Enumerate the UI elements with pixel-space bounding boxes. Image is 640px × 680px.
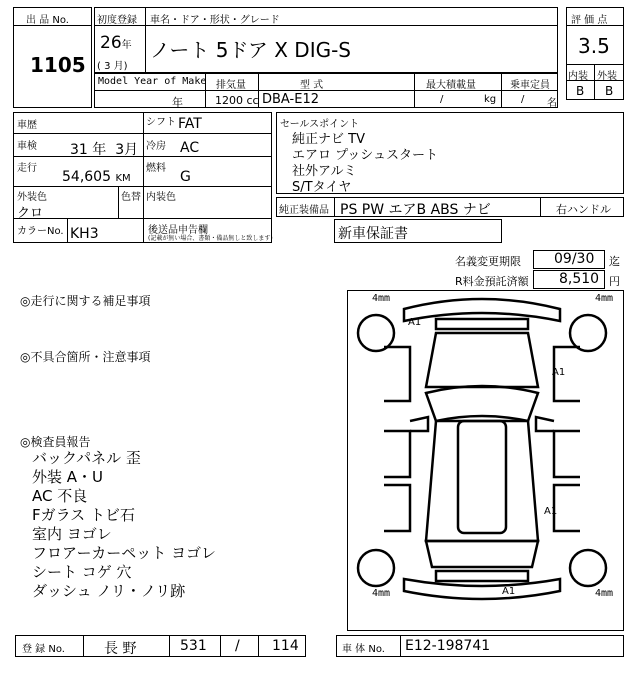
score-label: 評 価 点	[571, 15, 608, 26]
mirror-right	[536, 417, 554, 431]
exterior-grade: B	[605, 84, 614, 98]
tailgate	[426, 541, 538, 567]
wheel-rear-right	[570, 550, 606, 586]
reg-class: 531	[180, 638, 207, 654]
defects-title: ◎不具合箇所・注意事項	[20, 350, 151, 364]
chassis-number: E12-198741	[405, 638, 491, 654]
damage-a1: A1	[502, 586, 516, 597]
first-reg-year-value: 26	[100, 33, 122, 53]
model-year-label: Model Year of Make	[98, 76, 207, 87]
front-bumper	[404, 299, 560, 321]
displacement-unit: cc	[246, 94, 259, 107]
car-diagram	[347, 290, 624, 631]
history-label: 車歴	[17, 120, 37, 131]
fuel-label: 燃料	[146, 163, 166, 174]
mileage-label: 走行	[17, 163, 37, 174]
mirror-left	[410, 417, 428, 431]
rear-strip	[436, 571, 528, 581]
equipment-label: 純正装備品	[279, 205, 329, 216]
name-change-value: 09/30	[554, 251, 595, 267]
ac-label: 冷房	[146, 141, 166, 152]
front-strip	[436, 319, 528, 329]
reg-number: 114	[272, 638, 299, 654]
max-load-slash: /	[440, 94, 444, 105]
damage-a1: A1	[552, 367, 566, 378]
spec-year-unit: 年	[172, 96, 183, 109]
displacement	[215, 94, 259, 107]
inspector-item: AC 不良	[32, 487, 88, 505]
inspection-label: 車検	[17, 141, 37, 152]
inspection-date	[70, 139, 138, 159]
type-value: DBA-E12	[262, 92, 319, 107]
windshield	[426, 386, 538, 421]
displacement-label: 排気量	[216, 80, 246, 91]
mileage-unit: KM	[115, 173, 131, 184]
score-value: 3.5	[578, 34, 610, 58]
car-diagram-svg	[348, 291, 623, 630]
reg-slash: /	[235, 638, 240, 654]
car-name: ノート 5ドア X DIG-S	[150, 38, 352, 62]
inspection-year-unit: 年	[92, 142, 107, 158]
inspection-month: 3	[115, 142, 125, 158]
aftermarket-note: (記載が無い場合、書類・備品無しと致します)	[148, 235, 273, 242]
first-reg-month-value: 3	[104, 61, 111, 72]
fuel-value: G	[180, 169, 191, 185]
aftermarket-label: 後送品申告欄	[148, 225, 208, 236]
inspector-item: Fガラス トビ石	[32, 506, 135, 524]
handle-value: 右ハンドル	[556, 203, 611, 216]
inspector-item: バックパネル 歪	[32, 449, 141, 467]
car-name-label: 車名・ドア・形状・グレード	[150, 15, 280, 26]
displacement-value: 1200	[215, 94, 243, 107]
inspector-item: 外装 A・U	[32, 468, 104, 486]
capacity-label: 乗車定員	[510, 80, 550, 91]
inspection-month-unit: 月	[124, 142, 139, 158]
inspector-item: シート コゲ 穴	[32, 563, 132, 581]
wheel-front-left	[358, 315, 394, 351]
sales-points-label: セールスポイント	[280, 119, 360, 130]
capacity-unit: 名	[547, 98, 557, 109]
mark-4mm: 4mm	[372, 588, 391, 599]
wheel-rear-left	[358, 550, 394, 586]
damage-a1: A1	[408, 317, 422, 328]
mileage-value: 54,605	[62, 169, 111, 185]
capacity-slash: /	[521, 94, 525, 105]
sales-point-item: 純正ナビ TV	[292, 132, 365, 147]
shift-label: シフト	[146, 117, 176, 128]
first-reg-month: ( 3 月)	[97, 61, 128, 72]
inspector-item: ダッシュ ノリ・ノリ跡	[32, 582, 186, 600]
month-unit: 月	[113, 61, 124, 72]
color-code-label: カラーNo.	[17, 226, 64, 237]
hood	[426, 333, 538, 387]
reg-area: 長 野	[104, 641, 137, 657]
equipment-value: PS PW エアB ABS ナビ	[340, 202, 491, 218]
recycle-unit: 円	[609, 275, 620, 288]
roof	[458, 421, 506, 533]
mark-4mm: 4mm	[595, 588, 614, 599]
side-left	[384, 347, 410, 531]
reg-label: 登 録 No.	[22, 644, 65, 655]
interior-label: 内装	[568, 71, 588, 82]
type-label: 型 式	[300, 80, 324, 91]
inspector-title: ◎検査員報告	[20, 435, 91, 449]
year-unit: 年	[121, 40, 132, 51]
exterior-label: 外装	[597, 71, 617, 82]
recycle-value: 8,510	[559, 271, 600, 287]
name-change-unit: 迄	[609, 255, 620, 268]
name-change-label: 名義変更期限	[455, 255, 521, 268]
wheel-front-right	[570, 315, 606, 351]
sales-point-item: エアロ プッシュスタート	[292, 148, 438, 163]
recycle-label: R料金預託済額	[455, 275, 529, 288]
mark-4mm: 4mm	[595, 293, 614, 304]
sales-point-item: 社外アルミ	[292, 164, 357, 179]
ac-value: AC	[180, 140, 200, 156]
int-color-label: 内装色	[146, 192, 176, 203]
interior-grade: B	[576, 84, 585, 98]
lot-number: 1105	[30, 53, 86, 77]
mileage	[62, 169, 131, 185]
first-reg-year	[100, 33, 132, 53]
driving-notes-title: ◎走行に関する補足事項	[20, 294, 151, 308]
inspector-item: 室内 ヨゴレ	[32, 525, 112, 543]
color-code-value: KH3	[70, 226, 99, 242]
roof-outline	[426, 421, 538, 541]
warranty-value: 新車保証書	[338, 226, 408, 242]
inspection-year: 31	[70, 142, 88, 158]
mark-4mm: 4mm	[372, 293, 391, 304]
ext-color-value: クロ	[17, 206, 44, 221]
color-no-label: 色替	[121, 192, 141, 203]
chassis-label: 車 体 No.	[342, 644, 385, 655]
lot-label: 出 品 No.	[26, 15, 69, 26]
shift-value: FAT	[178, 116, 202, 132]
ext-color-label: 外装色	[17, 192, 47, 203]
max-load-label: 最大積載量	[426, 80, 476, 91]
sales-point-item: S/Tタイヤ	[292, 180, 352, 195]
damage-a1: A1	[544, 506, 558, 517]
first-reg-label: 初度登録	[97, 15, 137, 26]
inspector-item: フロアーカーペット ヨゴレ	[32, 544, 217, 562]
max-load-unit: kg	[484, 94, 497, 105]
